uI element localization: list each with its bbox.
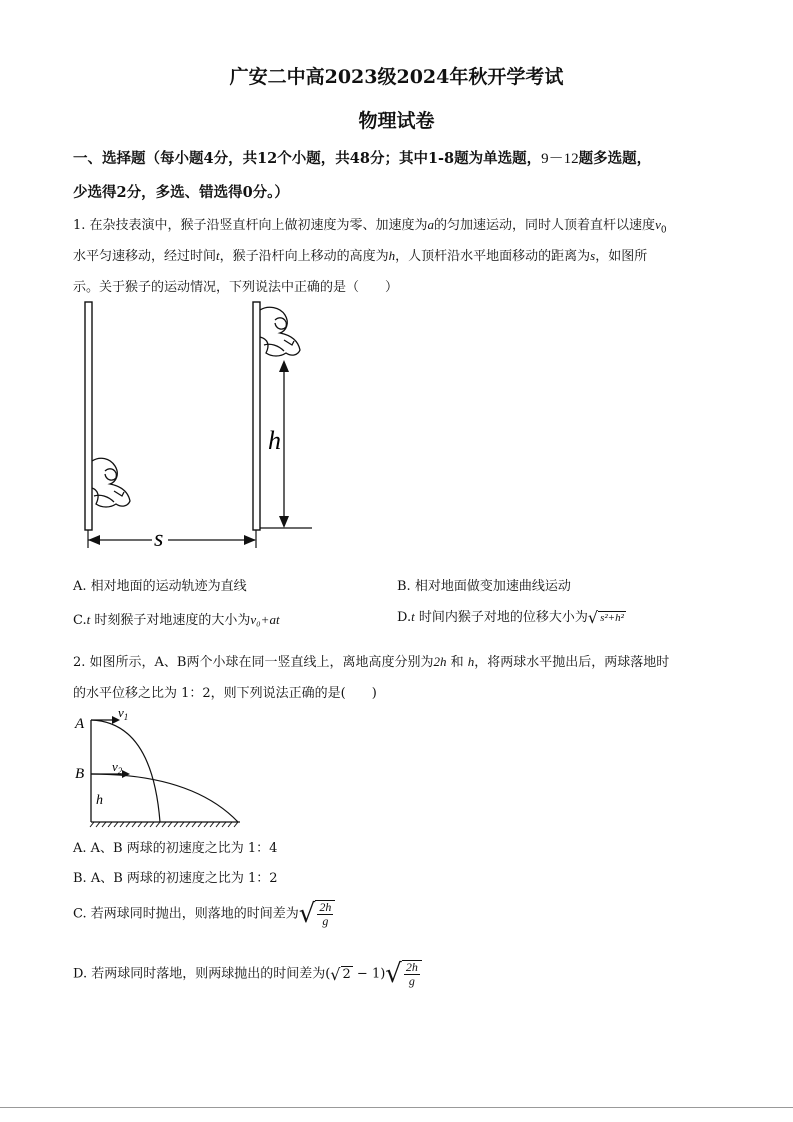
exam-subtitle: 物理试卷	[358, 110, 435, 132]
q2-line2: 的水平位移之比为 1：2，则下列说法正确的是( )	[73, 686, 377, 701]
label-h: h	[96, 793, 103, 808]
h-arrow-head-top	[279, 360, 289, 372]
monkey-icon-bottom	[92, 458, 130, 507]
q1-option-a[interactable]: A. 相对地面的运动轨迹为直线	[73, 579, 247, 594]
q1-line2: 水平匀速移动，经过时间t，猴子沿杆向上移动的高度为h，人顶杆沿水平地面移动的距离为s，如图所	[73, 248, 648, 264]
s-arrow-head-right	[244, 535, 256, 545]
q1-option-d[interactable]: D.t 时间内猴子对地的位移大小为 √ s²+h²	[397, 608, 624, 627]
s-label: s	[154, 526, 164, 552]
trajectory-b	[91, 774, 238, 822]
q1-figure	[70, 296, 330, 558]
h-label: h	[268, 426, 281, 455]
q2-figure	[72, 704, 252, 830]
s-arrow-head-left	[88, 535, 100, 545]
q2-option-d[interactable]: D. 若两球同时落地，则两球抛出的时间差为( √ 2 − 1) √ $\frac{2h}{g}$	[73, 960, 422, 988]
label-v2: $v_2$	[112, 759, 123, 776]
page-bottom-rule	[0, 1107, 793, 1108]
q1-option-c[interactable]: C.t 时刻猴子对地速度的大小为v₀+at	[73, 612, 280, 628]
section-heading-line2: 少选得2分，多选、错选得0分。）	[73, 184, 289, 201]
label-a: A	[75, 716, 85, 732]
ground-hatch	[90, 822, 238, 827]
q2-line1: 2. 如图所示，A、B两个小球在同一竖直线上，离地高度分别为2h 和 h，将两球水平抛出后，两球落地时	[73, 654, 670, 670]
monkey-icon-top	[260, 307, 300, 356]
label-v1: $v_1$	[118, 705, 129, 722]
label-b: B	[75, 766, 85, 782]
h-arrow-head-bottom	[279, 516, 289, 528]
q1-option-b[interactable]: B. 相对地面做变加速曲线运动	[397, 579, 571, 594]
q2-option-a[interactable]: A. A、B 两球的初速度之比为 1：4	[73, 841, 278, 856]
q1-line1: 1. 在杂技表演中，猴子沿竖直杆向上做初速度为零、加速度为a的匀加速运动，同时人顶着直杆以速度$v_0$	[73, 217, 667, 236]
left-pole	[85, 302, 92, 530]
section-heading-line1: 一、选择题（每小题4分，共12个小题，共48分；其中1-8题为单选题，9－12题多选题，	[73, 150, 652, 167]
right-pole	[253, 302, 260, 530]
q2-option-c[interactable]: C. 若两球同时抛出，则落地的时间差为 √ $\frac{2h}{g}$	[73, 900, 335, 928]
exam-title: 广安二中高2023级2024年秋开学考试	[229, 66, 564, 88]
q1-line3: 示。关于猴子的运动情况，下列说法中正确的是（ ）	[73, 280, 399, 295]
q2-option-b[interactable]: B. A、B 两球的初速度之比为 1：2	[73, 871, 278, 886]
